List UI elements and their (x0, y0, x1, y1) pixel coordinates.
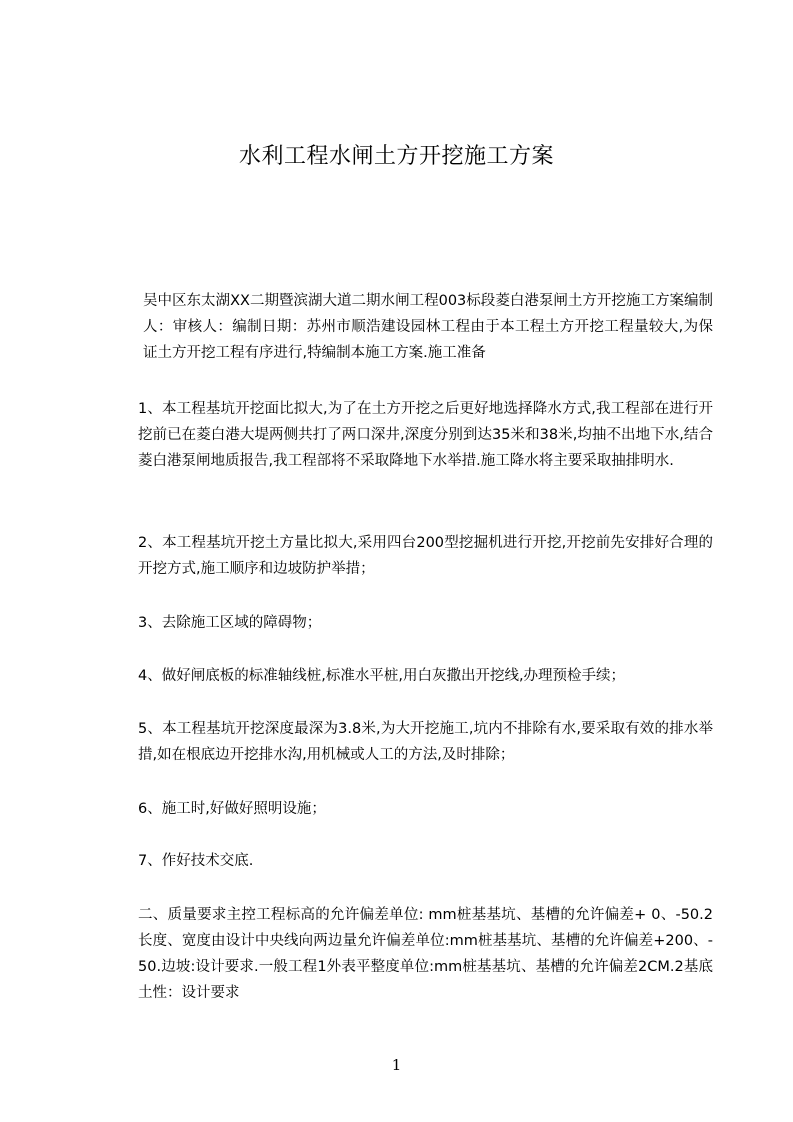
paragraph-item-6 (133, 796, 713, 822)
paragraph-quality-text: 二、质量要求主控工程标高的允许偏差单位: mm桩基基坑、基槽的允许偏差+ 0、-50.2长度、宽度由设计中央线向两边量允许偏差单位:mm桩基基坑、基槽的允许偏差+200、-50.边坡:设计要求.一般工程1外表平整度单位:mm桩基基坑、基槽的允许偏差2CM.2基底土性：设计要求 (138, 907, 713, 1001)
paragraph-quality (133, 902, 713, 1006)
paragraph-item-4 (133, 663, 713, 689)
paragraph-item-3-text: 3、去除施工区域的障碍物； (138, 615, 322, 631)
paragraph-item-5-text: 5、本工程基坑开挖深度最深为3.8米,为大开挖施工,坑内不排除有水,要采取有效的排水举措,如在根底边开挖排水沟,用机械或人工的方法,及时排除； (138, 721, 713, 763)
paragraph-item-3 (133, 610, 713, 636)
paragraph-intro (138, 288, 713, 366)
paragraph-item-6-text: 6、施工时,好做好照明设施； (138, 801, 326, 817)
paragraph-item-7-text: 7、作好技术交底. (138, 853, 254, 869)
paragraph-item-4-text: 4、做好闸底板的标准轴线桩,标准水平桩,用白灰撒出开挖线,办理预检手续； (138, 668, 626, 684)
paragraph-item-7 (133, 848, 713, 874)
paragraph-item-2-text: 2、本工程基坑开挖土方量比拟大,采用四台200型挖掘机进行开挖,开挖前先安排好合理的开挖方式,施工顺序和边坡防护举措； (138, 535, 713, 577)
document-title: 水利工程水闸土方开挖施工方案 (238, 144, 554, 169)
paragraph-item-1-text: 1、本工程基坑开挖面比拟大,为了在土方开挖之后更好地选择降水方式,我工程部在进行开挖前已在菱白港大堤两侧共打了两口深井,深度分别到达35米和38米,均抽不出地下水,结合菱白港泵闸地质报告,我工程部将不采取降地下水举措.施工降水将主要采取抽排明水. (138, 401, 713, 469)
paragraph-intro-text: 吴中区东太湖XX二期暨滨湖大道二期水闸工程003标段菱白港泵闸土方开挖施工方案编制人：审核人：编制日期：苏州市顺浩建设园林工程由于本工程土方开挖工程量较大,为保证土方开挖工程有序进行,特编制本施工方案.施工准备 (143, 293, 713, 361)
paragraph-item-2 (133, 530, 713, 582)
paragraph-item-5 (133, 716, 713, 768)
page-number: 1 (391, 1056, 402, 1074)
paragraph-item-1 (133, 396, 713, 474)
